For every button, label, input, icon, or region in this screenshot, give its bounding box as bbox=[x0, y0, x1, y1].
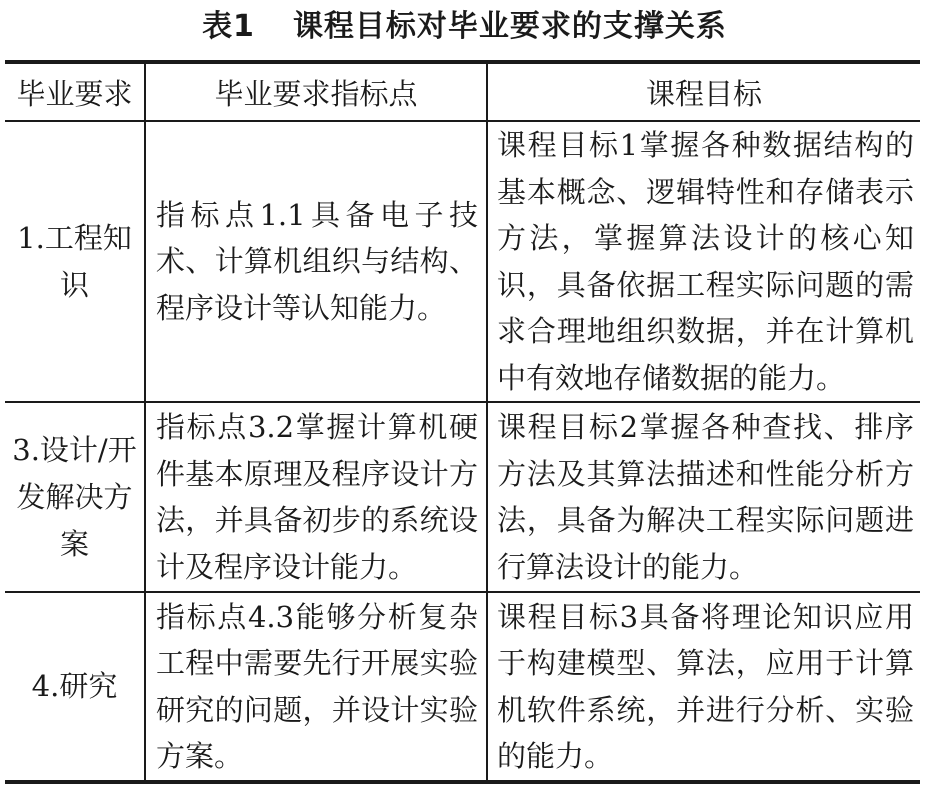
table-caption bbox=[0, 2, 929, 52]
objective-cell: 课程目标2掌握各种查找、排序方法及其算法描述和性能分析方法，具备为解决工程实际问题进行算法设计的能力。 bbox=[487, 402, 920, 592]
indicator-cell: 指标点1.1具备电子技术、计算机组织与结构、程序设计等认知能力。 bbox=[145, 121, 487, 402]
header-objective: 课程目标 bbox=[487, 62, 920, 121]
header-indicator: 毕业要求指标点 bbox=[145, 62, 487, 121]
indicator-cell: 指标点3.2掌握计算机硬件基本原理及程序设计方法，并具备初步的系统设计及程序设计能力。 bbox=[145, 402, 487, 592]
requirement-cell: 3.设计/开发解决方案 bbox=[5, 402, 145, 592]
table-number: 表1 bbox=[202, 9, 255, 44]
table-title: 课程目标对毕业要求的支撑关系 bbox=[292, 9, 727, 44]
table-row bbox=[5, 121, 920, 402]
requirement-cell: 1.工程知识 bbox=[5, 121, 145, 402]
table-row bbox=[5, 402, 920, 592]
header-requirement: 毕业要求 bbox=[5, 62, 145, 121]
table-row bbox=[5, 592, 920, 782]
indicator-cell: 指标点4.3能够分析复杂工程中需要先行开展实验研究的问题，并设计实验方案。 bbox=[145, 592, 487, 782]
requirement-cell: 4.研究 bbox=[5, 592, 145, 782]
objective-cell: 课程目标3具备将理论知识应用于构建模型、算法，应用于计算机软件系统，并进行分析、实验的能力。 bbox=[487, 592, 920, 782]
objective-cell: 课程目标1掌握各种数据结构的基本概念、逻辑特性和存储表示方法，掌握算法设计的核心知识，具备依据工程实际问题的需求合理地组织数据，并在计算机中有效地存储数据的能力。 bbox=[487, 121, 920, 402]
header-row bbox=[5, 62, 920, 121]
requirements-table bbox=[5, 60, 920, 784]
